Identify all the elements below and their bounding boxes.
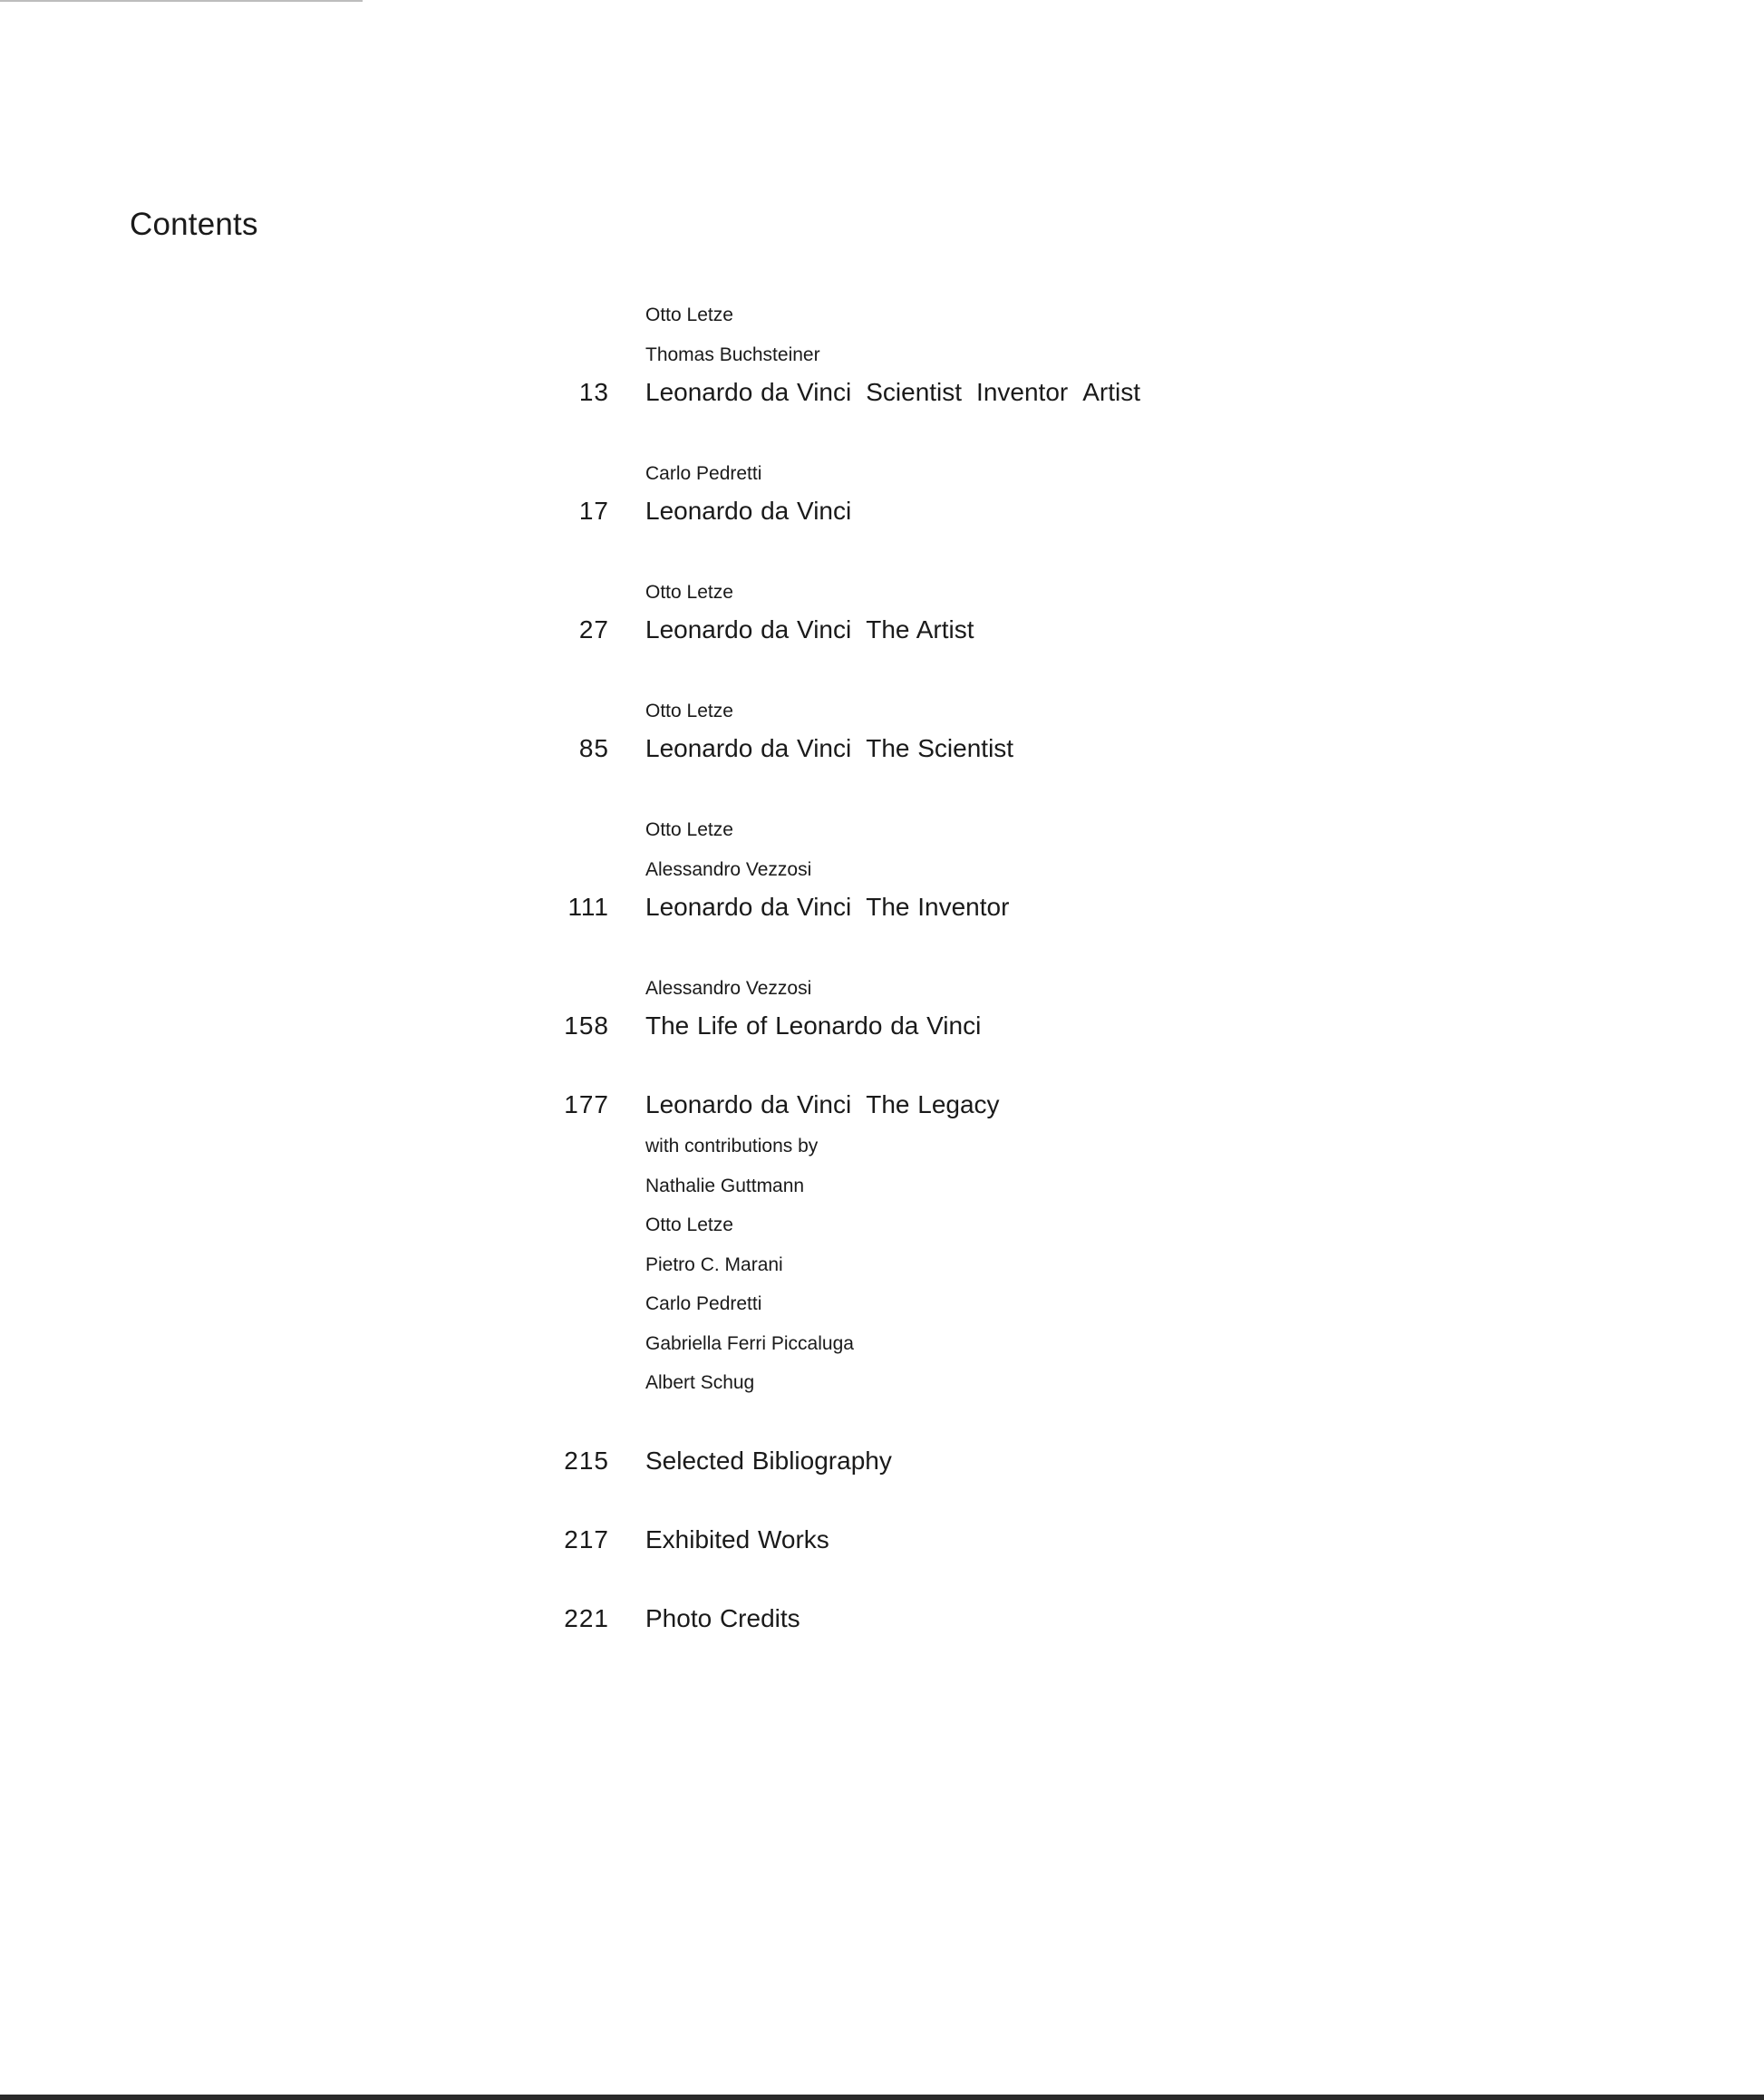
toc-page-number: 27 <box>578 615 609 644</box>
toc-title-part: The Artist <box>866 615 974 644</box>
toc-page-number: 111 <box>567 893 609 921</box>
toc-title <box>645 1011 981 1040</box>
toc-title <box>645 378 1140 407</box>
toc-title <box>645 734 1013 763</box>
toc-author: Alessandro Vezzosi <box>645 978 812 999</box>
scan-edge-bottom <box>0 2095 1764 2100</box>
toc-page-number: 221 <box>564 1604 609 1632</box>
toc-contributor: Gabriella Ferri Piccaluga <box>645 1333 854 1354</box>
toc-title-part: Leonardo da Vinci <box>645 893 852 921</box>
toc-title-part: The Life of Leonardo da Vinci <box>645 1011 982 1040</box>
toc-page-number: 217 <box>564 1525 609 1553</box>
toc-title <box>645 1447 892 1476</box>
toc-page-number: 177 <box>564 1090 609 1118</box>
toc-title <box>645 497 851 526</box>
toc-title-part: Leonardo da Vinci <box>645 378 852 406</box>
toc-title-part: The Legacy <box>866 1090 1000 1118</box>
toc-title-part: Leonardo da Vinci <box>645 1090 852 1118</box>
toc-title-part: Selected Bibliography <box>645 1447 892 1475</box>
toc-title-part: The Inventor <box>866 893 1010 921</box>
toc-title <box>645 1090 1000 1119</box>
toc-title <box>645 1525 829 1554</box>
toc-author: Otto Letze <box>645 701 733 721</box>
toc-title-part: Leonardo da Vinci <box>645 497 852 525</box>
toc-author: Thomas Buchsteiner <box>645 344 820 365</box>
scan-edge-top <box>0 0 363 2</box>
toc-author: Carlo Pedretti <box>645 463 762 484</box>
toc-author: Otto Letze <box>645 819 733 840</box>
toc-title <box>645 893 1009 922</box>
toc-contributor: Otto Letze <box>645 1215 733 1235</box>
toc-title-part: Photo Credits <box>645 1604 800 1632</box>
toc-author: Alessandro Vezzosi <box>645 859 812 880</box>
toc-title <box>645 615 974 644</box>
toc-title-part: Leonardo da Vinci <box>645 734 852 762</box>
toc-author: Otto Letze <box>645 582 733 603</box>
toc-page-number: 215 <box>564 1447 609 1475</box>
toc-page-number: 158 <box>564 1011 609 1040</box>
toc-page-number: 85 <box>578 734 609 762</box>
toc-title-part: Scientist <box>866 378 963 406</box>
toc-contributor: Carlo Pedretti <box>645 1293 762 1314</box>
toc-contributor: Albert Schug <box>645 1372 755 1393</box>
toc-title-part: Artist <box>1082 378 1140 406</box>
contributions-label: with contributions by <box>645 1136 819 1156</box>
toc-page-number: 17 <box>578 497 609 525</box>
toc-author: Otto Letze <box>645 305 733 325</box>
toc-page-number: 13 <box>578 378 609 406</box>
toc-contributor: Nathalie Guttmann <box>645 1176 805 1196</box>
toc-title-part: Leonardo da Vinci <box>645 615 852 644</box>
toc-title-part: Inventor <box>976 378 1069 406</box>
toc-title-part: The Scientist <box>866 734 1014 762</box>
page-title: Contents <box>130 207 258 243</box>
toc-title <box>645 1604 800 1633</box>
toc-title-part: Exhibited Works <box>645 1525 829 1553</box>
toc-contributor: Pietro C. Marani <box>645 1254 783 1275</box>
